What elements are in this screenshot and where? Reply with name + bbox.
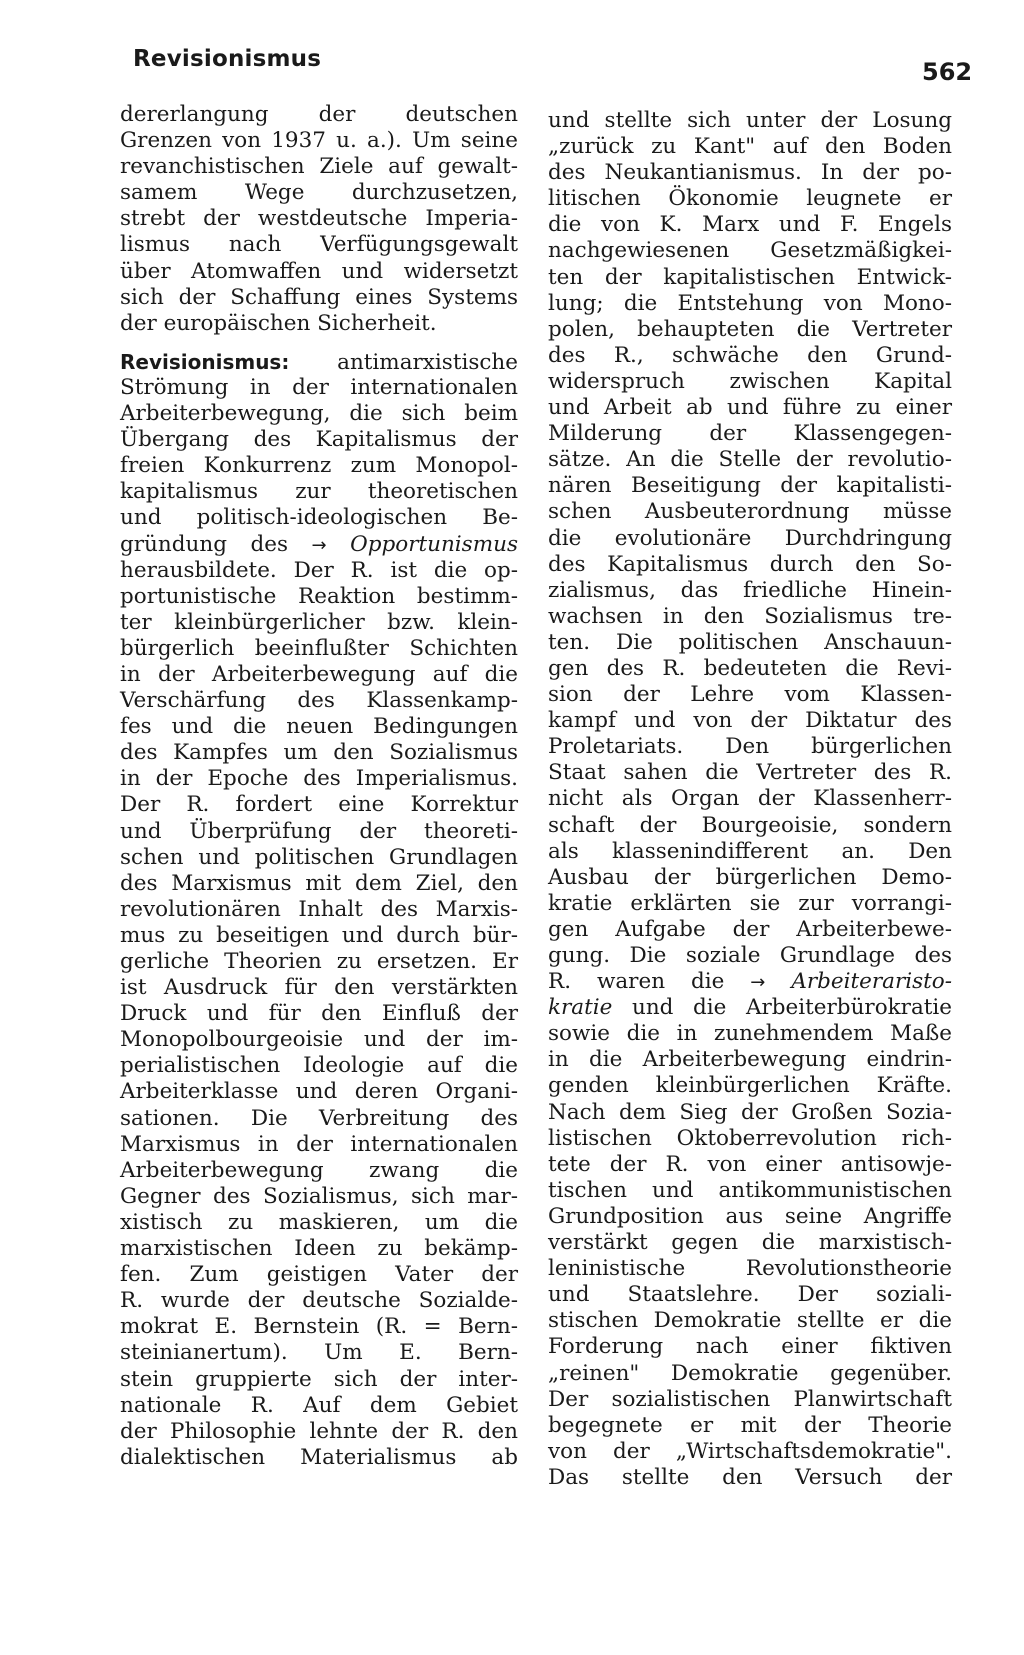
text-line: dialektischen Materialismus ab [120, 1444, 518, 1470]
text-line: in die Arbeiterbewegung eindrin- [548, 1047, 952, 1073]
text-line: nären Beseitigung der kapitalisti- [548, 473, 952, 499]
text-fragment: antimarxistische [289, 349, 518, 375]
text-line: und stellte sich unter der Losung [548, 108, 952, 133]
text-line: Monopolbourgeoisie und der im- [120, 1027, 518, 1053]
text-line: polen, behaupteten die Vertreter [548, 316, 952, 342]
cross-reference-arrow-icon: → [750, 972, 766, 994]
text-line: Milderung der Klassengegen- [548, 421, 952, 447]
text-fragment: gründung des [120, 531, 312, 557]
text-line: fen. Zum geistigen Vater der [120, 1262, 518, 1288]
text-line: des Kampfes um den Sozialismus [120, 740, 518, 766]
text-line: sion der Lehre vom Klassen- [548, 682, 952, 708]
text-line: wachsen in den Sozialismus tre- [548, 603, 952, 629]
text-line: samem Wege durchzusetzen, [120, 180, 518, 206]
text-line: Staat sahen die Vertreter des R. [548, 760, 952, 786]
text-line: fes und die neuen Bedingungen [120, 714, 518, 740]
text-line: nicht als Organ der Klassenherr- [548, 786, 952, 812]
text-line: marxistischen Ideen zu bekämp- [120, 1236, 518, 1262]
text-line: ter kleinbürgerlicher bzw. klein- [120, 609, 518, 635]
text-line: gen des R. bedeuteten die Revi- [548, 655, 952, 681]
cross-reference-link[interactable]: Arbeiteraristo- [765, 969, 952, 995]
text-line: und Staatslehre. Der soziali- [548, 1282, 952, 1308]
text-line: des Marxismus mit dem Ziel, den [120, 870, 518, 896]
right-column [548, 108, 952, 1491]
text-line: R. wurde der deutsche Sozialde- [120, 1288, 518, 1314]
text-line: in der Arbeiterbewegung auf die [120, 661, 518, 687]
left-column [120, 102, 518, 1471]
text-line: in der Epoche des Imperialismus. [120, 766, 518, 792]
text-line: des R., schwäche den Grund- [548, 342, 952, 368]
text-line: strebt der westdeutsche Imperia- [120, 206, 518, 232]
text-line: Grenzen von 1937 u. a.). Um seine [120, 128, 518, 154]
text-line: tete der R. von einer antisowje- [548, 1151, 952, 1177]
text-line: gen Aufgabe der Arbeiterbewe- [548, 916, 952, 942]
text-line: sätze. An die Stelle der revolutio- [548, 447, 952, 473]
text-line: und Überprüfung der theoreti- [120, 818, 518, 844]
text-line: nachgewiesenen Gesetzmäßigkei- [548, 238, 952, 264]
text-line: der europäischen Sicherheit. [120, 310, 437, 336]
text-line: freien Konkurrenz zum Monopol- [120, 453, 518, 479]
text-line-with-reference [548, 995, 952, 1021]
text-line: „reinen" Demokratie gegenüber. [548, 1360, 952, 1386]
text-line: ten der kapitalistischen Entwick- [548, 264, 952, 290]
text-line: revolutionären Inhalt des Marxis- [120, 896, 518, 922]
text-line: Arbeiterbewegung, die sich beim [120, 401, 518, 427]
text-line: des Neukantianismus. In der po- [548, 160, 952, 186]
cross-reference-arrow-icon: → [311, 534, 327, 556]
text-line: Übergang des Kapitalismus der [120, 427, 518, 453]
text-line: Gegner des Sozialismus, sich mar- [120, 1183, 518, 1209]
text-line: stein gruppierte sich der inter- [120, 1366, 518, 1392]
text-line: bürgerlich beeinflußter Schichten [120, 635, 518, 661]
text-line: kampf und von der Diktatur des [548, 708, 952, 734]
text-line: und politisch-ideologischen Be- [120, 505, 518, 531]
text-line: Arbeiterbewegung zwang die [120, 1157, 518, 1183]
text-line: von der „Wirtschaftsdemokratie". [548, 1438, 952, 1464]
text-line: ist Ausdruck für den verstärkten [120, 975, 518, 1001]
text-fragment: und die Arbeiterbürokratie [612, 995, 952, 1021]
text-line: Ausbau der bürgerlichen Demo- [548, 864, 952, 890]
text-line: Proletariats. Den bürgerlichen [548, 734, 952, 760]
text-line: widerspruch zwischen Kapital [548, 368, 952, 394]
text-line: die evolutionäre Durchdringung [548, 525, 952, 551]
text-line: dererlangung der deutschen [120, 102, 518, 127]
text-line: Der sozialistischen Planwirtschaft [548, 1386, 952, 1412]
text-line: des Kapitalismus durch den So- [548, 551, 952, 577]
text-line: kapitalismus zur theoretischen [120, 479, 518, 505]
text-line: über Atomwaffen und widersetzt [120, 258, 518, 284]
text-line: Der R. fordert eine Korrektur [120, 792, 518, 818]
text-line: Forderung nach einer fiktiven [548, 1334, 952, 1360]
text-line: steinianertum). Um E. Bern- [120, 1340, 518, 1366]
text-line: leninistische Revolutionstheorie [548, 1256, 952, 1282]
text-line: begegnete er mit der Theorie [548, 1412, 952, 1438]
text-line: schen Ausbeuterordnung müsse [548, 499, 952, 525]
text-line: xistisch zu maskieren, um die [120, 1209, 518, 1235]
text-line: mus zu beseitigen und durch bür- [120, 922, 518, 948]
running-head: Revisionismus [133, 46, 322, 72]
text-line: als klassenindifferent an. Den [548, 838, 952, 864]
text-line: Das stellte den Versuch der [548, 1464, 952, 1490]
cross-reference-link-continued[interactable]: kratie [548, 995, 613, 1021]
text-line: portunistische Reaktion bestimm- [120, 583, 518, 609]
text-line: verstärkt gegen die marxistisch- [548, 1230, 952, 1256]
text-line: schaft der Bourgeoisie, sondern [548, 812, 952, 838]
text-line: gung. Die soziale Grundlage des [548, 943, 952, 968]
text-line: sich der Schaffung eines Systems [120, 284, 518, 310]
text-line: Druck und für den Einfluß der [120, 1001, 518, 1027]
entry-first-line [120, 349, 518, 375]
text-line: der Philosophie lehnte der R. den [120, 1418, 518, 1444]
text-line: Grundposition aus seine Angriffe [548, 1203, 952, 1229]
text-line: tischen und antikommunistischen [548, 1177, 952, 1203]
text-line: ten. Die politischen Anschauun- [548, 629, 952, 655]
text-line: die von K. Marx und F. Engels [548, 212, 952, 238]
text-line: nationale R. Auf dem Gebiet [120, 1392, 518, 1418]
text-line: revanchistischen Ziele auf gewalt- [120, 154, 518, 180]
page-number: 562 [922, 58, 973, 86]
text-line: sowie die in zunehmendem Maße [548, 1021, 952, 1047]
text-line: genden kleinbürgerlichen Kräfte. [548, 1073, 952, 1099]
entry-lemma: Revisionismus: [120, 349, 290, 374]
text-line: Nach dem Sieg der Großen Sozia- [548, 1099, 952, 1125]
text-line: sationen. Die Verbreitung des [120, 1105, 518, 1131]
text-line: zialismus, das friedliche Hinein- [548, 577, 952, 603]
text-line: Strömung in der internationalen [120, 374, 518, 400]
text-line-with-reference [548, 969, 952, 995]
text-fragment: R. waren die [548, 969, 751, 995]
text-line: litischen Ökonomie leugnete er [548, 186, 952, 212]
text-line: stischen Demokratie stellte er die [548, 1308, 952, 1334]
text-line: kratie erklärten sie zur vorrangi- [548, 890, 952, 916]
text-line: mokrat E. Bernstein (R. = Bern- [120, 1314, 518, 1340]
text-line: schen und politischen Grundlagen [120, 844, 518, 870]
text-line: lung; die Entstehung von Mono- [548, 290, 952, 316]
cross-reference-link[interactable]: Opportunismus [326, 531, 518, 557]
text-line: „zurück zu Kant" auf den Boden [548, 134, 952, 160]
text-line: lismus nach Verfügungsgewalt [120, 232, 518, 258]
text-line: perialistischen Ideologie auf die [120, 1053, 518, 1079]
text-line: Verschärfung des Klassenkamp- [120, 688, 518, 714]
text-line: Marxismus in der internationalen [120, 1131, 518, 1157]
text-line: herausbildete. Der R. ist die op- [120, 557, 518, 583]
text-line: und Arbeit ab und führe zu einer [548, 395, 952, 421]
text-line: gerliche Theorien zu ersetzen. Er [120, 949, 518, 974]
text-line-with-reference [120, 532, 518, 558]
text-line: Arbeiterklasse und deren Organi- [120, 1079, 518, 1105]
text-line: listischen Oktoberrevolution rich- [548, 1125, 952, 1151]
